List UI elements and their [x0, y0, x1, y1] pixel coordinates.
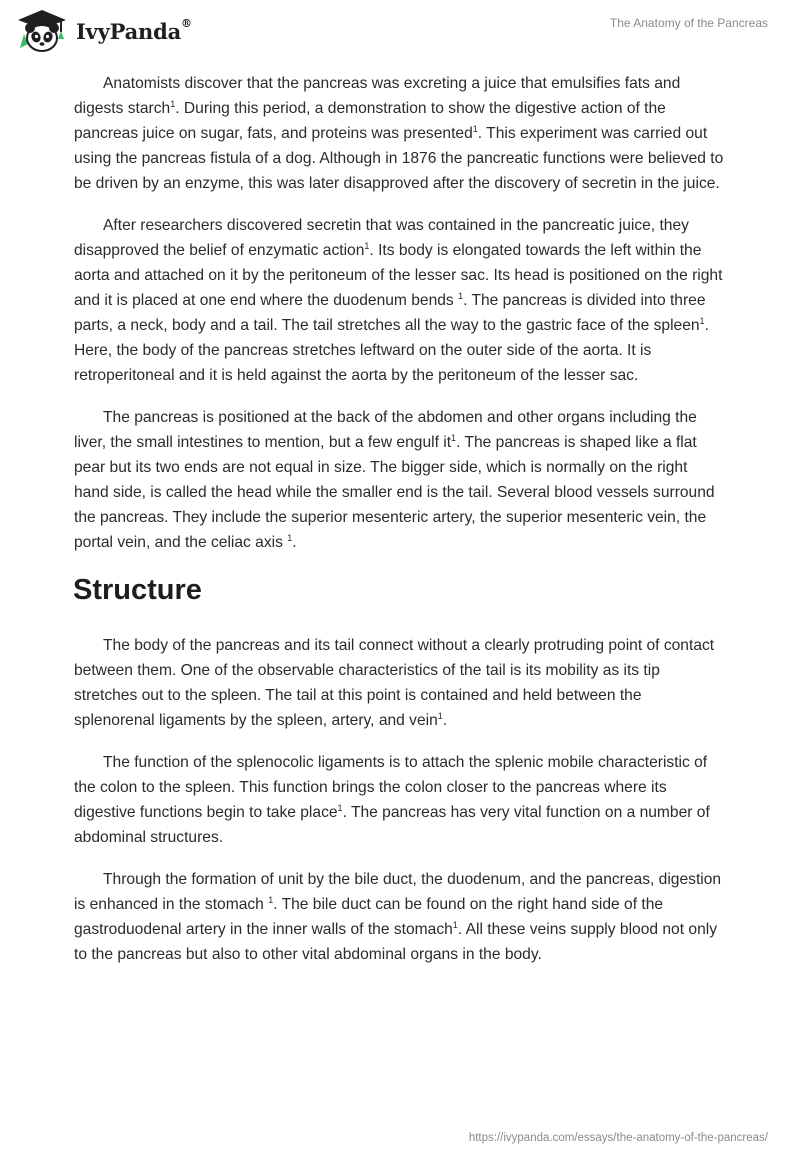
- intro-section: [74, 71, 724, 555]
- citation-reference: 1: [437, 710, 443, 721]
- paragraph-text: After researchers discovered secretin that was contained in the pancreatic juice, they disapproved the belief of enzymatic action: [74, 217, 689, 259]
- citation-reference: 1: [268, 894, 274, 905]
- paragraph-text: . The pancreas is shaped like a flat pear but its two ends are not equal in size. The bigger side, which is normally on the right hand side, is called the head while the smaller end is the tail. Several blood vessels surround the pancreas. They include the superior mesenteric artery, the superior mesenteric vein, the portal vein, and the celiac axis: [74, 434, 715, 551]
- body-paragraph: [74, 633, 724, 733]
- citation-reference: 1: [452, 919, 458, 930]
- citation-reference: 1: [170, 98, 176, 109]
- paragraph-text: . During this period, a demonstration to show the digestive action of the pancreas juice on sugar, fats, and proteins was presented: [74, 100, 666, 142]
- paragraph-text: Through the formation of unit by the bile duct, the duodenum, and the pancreas, digestion is enhanced in the stomach: [74, 871, 722, 913]
- logo-wordmark: IvyPanda®: [76, 16, 192, 44]
- section-heading-structure: Structure: [73, 574, 202, 606]
- paragraph-text: . Its body is elongated towards the left within the aorta and attached on it by the peritoneum of the lesser sac. Its head is positioned on the right and it is placed at one end where the duodenum bends: [74, 242, 723, 309]
- paragraph-text: . This experiment was carried out using the pancreas fistula of a dog. Although in 1876 the pancreatic functions were believed to be driven by an enzyme, this was later disapproved after the discovery of secretin in the juice.: [74, 125, 724, 192]
- body-paragraph: [74, 750, 724, 850]
- citation-reference: 1: [337, 802, 343, 813]
- body-paragraph: [74, 405, 724, 555]
- citation-reference: 1: [364, 240, 370, 251]
- citation-reference: 1: [472, 123, 478, 134]
- citation-reference: 1: [458, 290, 464, 301]
- paragraph-text: . Here, the body of the pancreas stretches leftward on the outer side of the aorta. It is retroperitoneal and it is held against the aorta by the peritoneum of the lesser sac.: [74, 317, 709, 384]
- ivypanda-logo[interactable]: [14, 8, 192, 54]
- essay-content: [74, 71, 724, 984]
- body-paragraph: [74, 213, 724, 388]
- paragraph-text: Anatomists discover that the pancreas was excreting a juice that emulsifies fats and digests starch: [74, 75, 681, 117]
- body-paragraph: [74, 867, 724, 967]
- document-title: The Anatomy of the Pancreas: [609, 16, 768, 30]
- structure-section: [74, 633, 724, 967]
- page-header: [0, 0, 800, 60]
- paragraph-text: .: [292, 534, 297, 551]
- citation-reference: 1: [699, 315, 705, 326]
- paragraph-text: . All these veins supply blood not only to the pancreas but also to other vital abdominal organs in the body.: [74, 921, 718, 963]
- panda-graduation-cap-icon: [14, 8, 70, 54]
- paragraph-text: . The pancreas is divided into three parts, a neck, body and a tail. The tail stretches all the way to the gastric face of the spleen: [74, 292, 706, 334]
- paragraph-text: The function of the splenocolic ligaments is to attach the splenic mobile characteristic of the colon to the spleen. This function brings the colon closer to the pancreas where its digestive functions begin to take place: [74, 754, 708, 821]
- paragraph-text: The body of the pancreas and its tail connect without a clearly protruding point of contact between them. One of the observable characteristics of the tail is its mobility as its tip stretches out to the spleen. The tail at this point is contained and held between the splenorenal ligaments by the spleen, artery, and vein: [74, 637, 715, 729]
- source-url: https://ivypanda.com/essays/the-anatomy-of-the-pancreas/: [468, 1132, 768, 1144]
- paragraph-text: .: [442, 712, 448, 729]
- body-paragraph: [74, 71, 724, 196]
- paragraph-text: The pancreas is positioned at the back of the abdomen and other organs including the liver, the small intestines to mention, but a few engulf it: [74, 409, 697, 451]
- citation-reference: 1: [451, 432, 457, 443]
- paragraph-text: . The pancreas has very vital function on a number of abdominal structures.: [74, 804, 710, 846]
- paragraph-text: . The bile duct can be found on the right hand side of the gastroduodenal artery in the inner walls of the stomach: [74, 896, 664, 938]
- citation-reference: 1: [287, 532, 293, 543]
